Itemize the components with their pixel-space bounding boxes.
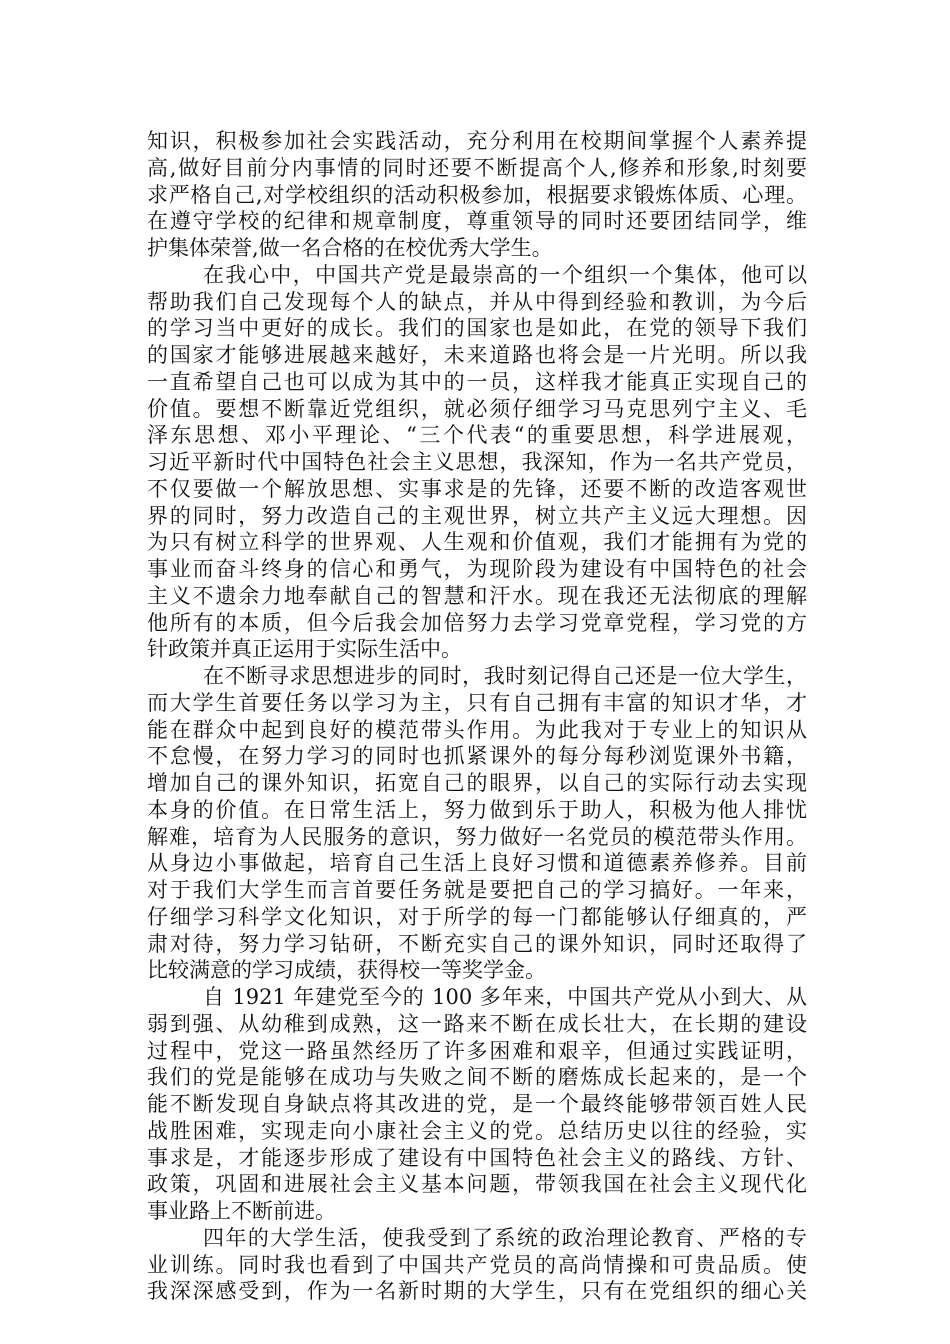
text-line: 在遵守学校的纪律和规章制度，尊重领导的同时还要团结同学，维 [147, 209, 807, 234]
text-line: 事求是，才能逐步形成了建设有中国特色社会主义的路线、方针、 [147, 1145, 807, 1170]
text-line: 泽东思想、邓小平理论、“三个代表“的重要思想，科学进展观， [147, 423, 807, 448]
text-line: 对于我们大学生而言首要任务就是要把自己的学习搞好。一年来， [147, 878, 807, 902]
text-line: 知识，积极参加社会实践活动，充分利用在校期间掌握个人素养提 [147, 129, 807, 153]
text-line: 政策，巩固和进展社会主义基本问题，带领我国在社会主义现代化 [147, 1172, 807, 1197]
text-line: 业训练。同时我也看到了中国共产党员的高尚情操和可贵品质。使 [147, 1252, 807, 1277]
paragraph-first-line: 在我心中，中国共产党是最崇高的一个组织一个集体，他可以 [203, 262, 807, 287]
text-line: 不怠慢，在努力学习的同时也抓紧课外的每分每秒浏览课外书籍， [147, 744, 807, 769]
text-line: 高,做好目前分内事情的同时还要不断提高个人,修养和形象,时刻要 [147, 155, 807, 180]
text-line: 帮助我们自己发现每个人的缺点，并从中得到经验和教训，为今后 [147, 289, 807, 314]
text-line: 能不断发现自身缺点将其改进的党，是一个最终能够带领百姓人民 [147, 1092, 807, 1116]
text-line: 肃对待，努力学习钻研，不断充实自己的课外知识，同时还取得了 [147, 931, 807, 956]
text-line: 事业而奋斗终身的信心和勇气，为现阶段为建设有中国特色的社会 [147, 557, 807, 581]
text-line: 弱到强、从幼稚到成熟，这一路来不断在成长壮大，在长期的建设 [147, 1011, 807, 1036]
text-line: 护集体荣誉,做一名合格的在校优秀大学生。 [147, 236, 553, 260]
paragraph-first-line: 四年的大学生活，使我受到了系统的政治理论教育、严格的专 [203, 1225, 807, 1250]
text-line: 战胜困难，实现走向小康社会主义的党。总结历史以往的经验，实 [147, 1118, 807, 1143]
text-line: 一直希望自己也可以成为其中的一员，这样我才能真正实现自己的 [147, 369, 807, 394]
text-line: 的国家才能够进展越来越好，未来道路也将会是一片光明。所以我 [147, 343, 807, 367]
text-line: 他所有的本质，但今后我会加倍努力去学习党章党程，学习党的方 [147, 610, 807, 635]
text-line: 价值。要想不断靠近党组织，就必须仔细学习马克思列宁主义、毛 [147, 396, 807, 421]
text-line: 我深深感受到，作为一名新时期的大学生，只有在党组织的细心关 [147, 1279, 807, 1304]
text-line: 主义不遗余力地奉献自己的智慧和汗水。现在我还无法彻底的理解 [147, 583, 807, 608]
text-line: 能在群众中起到良好的模范带头作用。为此我对于专业上的知识从 [147, 717, 807, 742]
text-line: 针政策并真正运用于实际生活中。 [147, 637, 462, 662]
text-line: 的学习当中更好的成长。我们的国家也是如此，在党的领导下我们 [147, 316, 807, 341]
text-line: 本身的价值。在日常生活上，努力做到乐于助人，积极为他人排忧 [147, 797, 807, 822]
text-line: 解难，培育为人民服务的意识，努力做好一名党员的模范带头作用。 [147, 824, 807, 849]
text-line: 事业路上不断前进。 [147, 1199, 336, 1223]
text-line: 求严格自己,对学校组织的活动积极参加，根据要求锻炼体质、心理。 [147, 182, 807, 207]
text-line: 增加自己的课外知识，拓宽自己的眼界，以自己的实际行动去实现 [147, 771, 807, 795]
body-text [147, 128, 807, 1305]
text-line: 比较满意的学习成绩，获得校一等奖学金。 [147, 958, 546, 983]
text-line: 从身边小事做起，培育自己生活上良好习惯和道德素养修养。目前 [147, 851, 807, 876]
text-line: 我们的党是能够在成功与失败之间不断的磨炼成长起来的，是一个 [147, 1065, 807, 1090]
text-line: 为只有树立科学的世界观、人生观和价值观，我们才能拥有为党的 [147, 530, 807, 555]
text-line: 而大学生首要任务以学习为主，只有自己拥有丰富的知识才华，才 [147, 690, 807, 715]
paragraph-first-line: 自 1921 年建党至今的 100 多年来，中国共产党从小到大、从 [203, 985, 807, 1009]
text-line: 界的同时，努力改造自己的主观世界，树立共产主义远大理想。因 [147, 503, 807, 528]
text-line: 过程中，党这一路虽然经历了许多困难和艰辛，但通过实践证明， [147, 1038, 807, 1063]
text-line: 仔细学习科学文化知识，对于所学的每一门都能够认仔细真的，严 [147, 904, 807, 929]
text-line: 不仅要做一个解放思想、实事求是的先锋，还要不断的改造客观世 [147, 476, 807, 501]
text-line: 习近平新时代中国特色社会主义思想，我深知，作为一名共产党员， [147, 450, 807, 474]
paragraph-first-line: 在不断寻求思想进步的同时，我时刻记得自己还是一位大学生， [203, 664, 807, 688]
